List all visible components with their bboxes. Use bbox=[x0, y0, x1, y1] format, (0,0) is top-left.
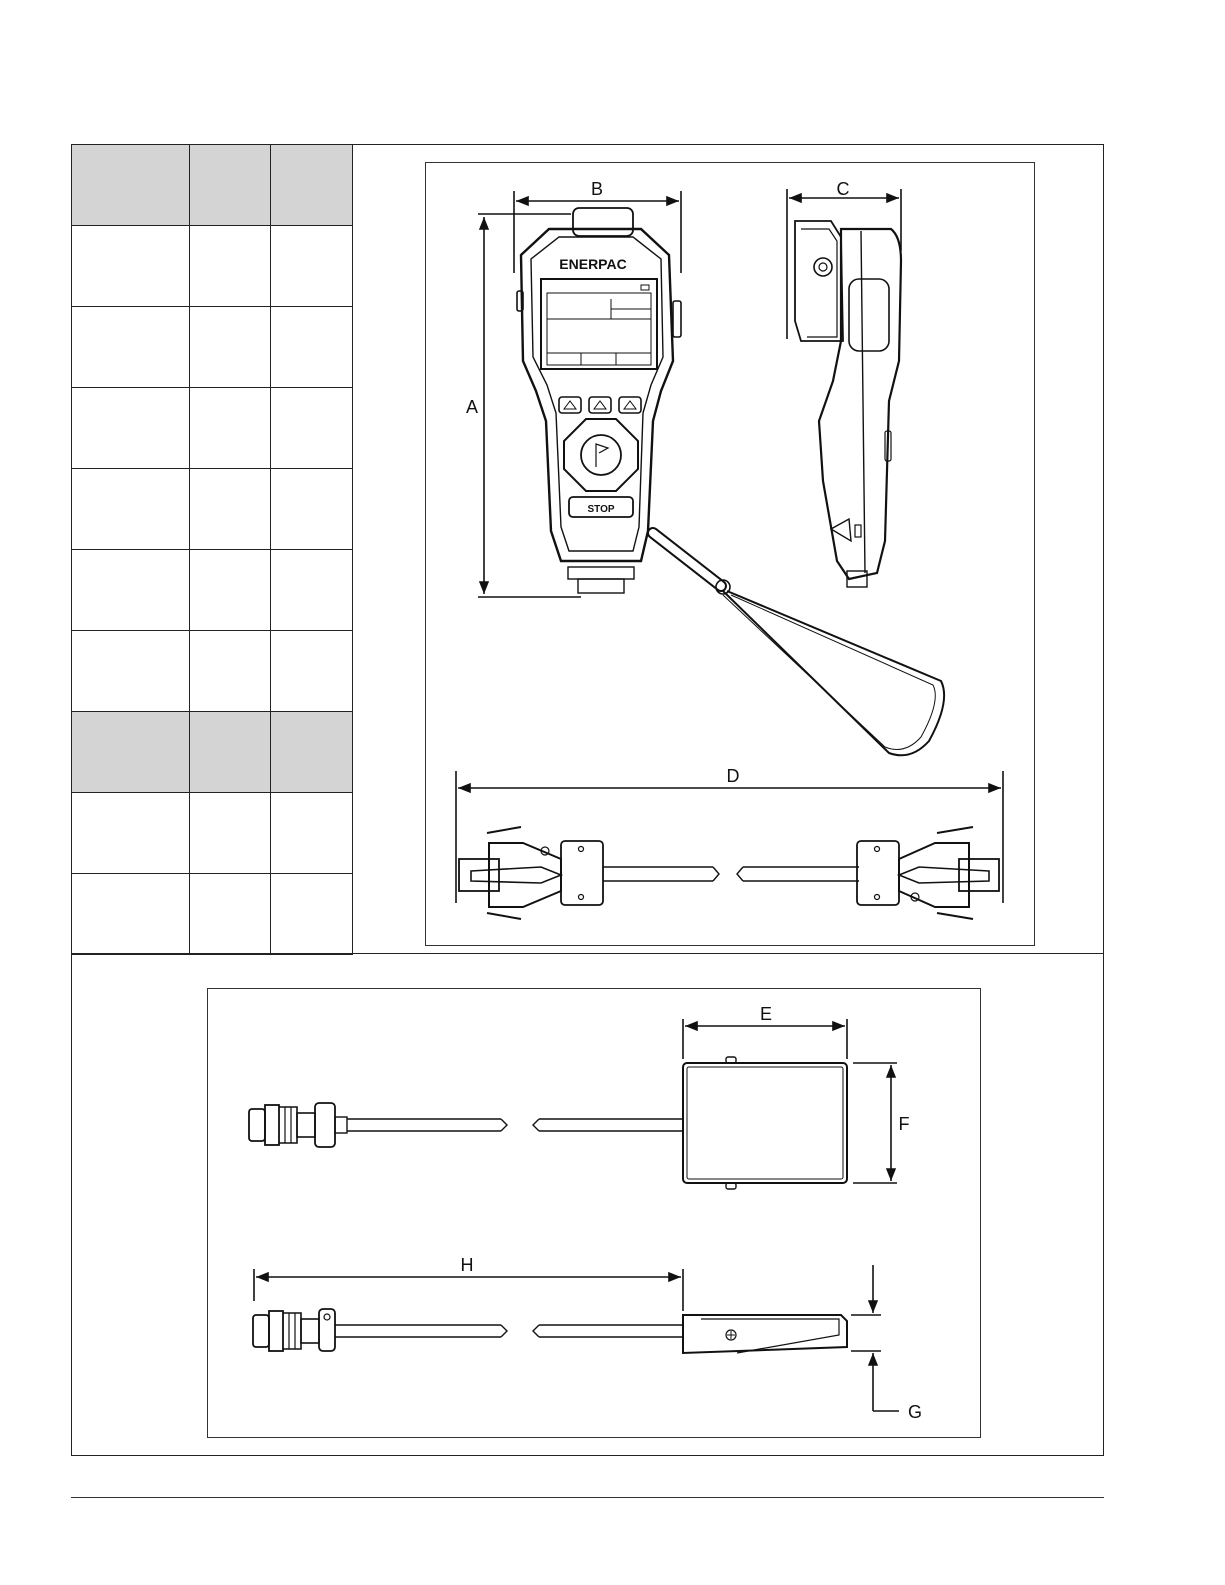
table-row bbox=[72, 307, 353, 388]
table-cell bbox=[72, 793, 190, 874]
table-cell bbox=[72, 550, 190, 631]
dimension-table bbox=[71, 144, 353, 955]
table-cell bbox=[271, 145, 353, 226]
foot-switch-figure bbox=[207, 988, 981, 1438]
table-cell bbox=[271, 226, 353, 307]
table-cell bbox=[190, 226, 271, 307]
table-cell bbox=[72, 226, 190, 307]
table-cell bbox=[72, 388, 190, 469]
table-cell bbox=[190, 874, 271, 955]
table-header-row bbox=[72, 145, 353, 226]
dimension-label-d: D bbox=[726, 766, 740, 786]
table-cell bbox=[72, 307, 190, 388]
table-cell bbox=[190, 307, 271, 388]
table-cell bbox=[190, 469, 271, 550]
table-cell bbox=[271, 793, 353, 874]
table-row bbox=[72, 793, 353, 874]
table-cell bbox=[271, 388, 353, 469]
table-cell bbox=[271, 550, 353, 631]
table-row bbox=[72, 550, 353, 631]
table-cell bbox=[72, 712, 190, 793]
footer-rule bbox=[71, 1497, 1104, 1498]
table-row bbox=[72, 388, 353, 469]
table-cell bbox=[72, 469, 190, 550]
dimension-label-b: B bbox=[590, 179, 604, 199]
table-cell bbox=[72, 145, 190, 226]
table-cell bbox=[271, 307, 353, 388]
dimension-label-h: H bbox=[460, 1255, 474, 1275]
foot-switch-drawing bbox=[208, 989, 982, 1439]
pendant-figure bbox=[425, 162, 1035, 946]
dimension-label-f: F bbox=[898, 1114, 910, 1134]
table-header-row bbox=[72, 712, 353, 793]
table-cell bbox=[190, 712, 271, 793]
table-cell bbox=[72, 874, 190, 955]
table-row bbox=[72, 469, 353, 550]
dimension-label-a: A bbox=[465, 397, 479, 417]
table-cell bbox=[190, 631, 271, 712]
dimension-label-g: G bbox=[907, 1402, 923, 1422]
table-cell bbox=[190, 145, 271, 226]
table-row bbox=[72, 631, 353, 712]
table-cell bbox=[271, 712, 353, 793]
table-cell bbox=[271, 631, 353, 712]
brand-logo: ENERPAC bbox=[559, 256, 627, 272]
dimension-label-e: E bbox=[759, 1004, 773, 1024]
table-cell bbox=[271, 874, 353, 955]
stop-key-label: STOP bbox=[587, 504, 615, 515]
table-cell bbox=[72, 631, 190, 712]
table-row bbox=[72, 874, 353, 955]
dimension-label-c: C bbox=[836, 179, 850, 199]
table-cell bbox=[190, 793, 271, 874]
pendant-drawing bbox=[426, 163, 1036, 947]
table-cell bbox=[190, 388, 271, 469]
table-cell bbox=[190, 550, 271, 631]
table-cell bbox=[271, 469, 353, 550]
table-row bbox=[72, 226, 353, 307]
